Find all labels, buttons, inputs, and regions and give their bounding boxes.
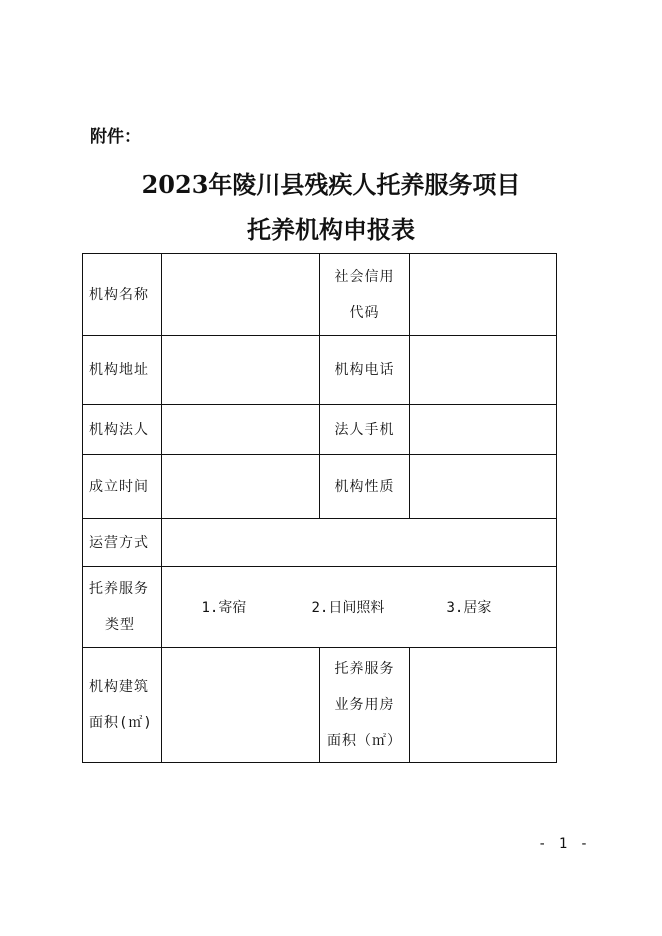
table-row (83, 519, 557, 567)
document-title-line2: 托养机构申报表 (247, 215, 415, 244)
org-phone-field[interactable] (410, 336, 557, 405)
attachment-label: 附件： (90, 127, 141, 147)
table-row (83, 254, 557, 336)
founded-time-field[interactable] (162, 455, 320, 519)
legal-person-label: 机构法人 (83, 405, 162, 455)
credit-code-field[interactable] (410, 254, 557, 336)
service-option-day-care[interactable]: 2.日间照料 (311, 600, 385, 616)
page-number: - 1 - (538, 836, 591, 852)
service-option-home[interactable]: 3.居家 (446, 600, 492, 616)
service-area-label-line3: 面积（㎡） (327, 733, 402, 749)
service-option-boarding[interactable]: 1.寄宿 (201, 600, 247, 616)
building-area-label-line2: 面积(㎡) (89, 715, 153, 731)
service-type-label-line2: 类型 (105, 617, 135, 633)
service-type-options (162, 567, 557, 648)
org-address-label: 机构地址 (83, 336, 162, 405)
service-type-label (83, 567, 162, 648)
document-title-line1: 2023年陵川县残疾人托养服务项目 (141, 170, 521, 199)
operation-mode-label: 运营方式 (83, 519, 162, 567)
founded-time-label: 成立时间 (83, 455, 162, 519)
building-area-field[interactable] (162, 648, 320, 763)
org-nature-label: 机构性质 (320, 455, 410, 519)
service-area-label-line1: 托养服务 (334, 661, 395, 677)
table-row (83, 455, 557, 519)
table-row (83, 567, 557, 648)
org-phone-label: 机构电话 (320, 336, 410, 405)
org-name-label: 机构名称 (83, 254, 162, 336)
service-type-label-line1: 托养服务 (89, 581, 149, 597)
legal-mobile-label: 法人手机 (320, 405, 410, 455)
service-area-label (320, 648, 410, 763)
application-form-table (82, 253, 557, 763)
service-area-label-line2: 业务用房 (334, 697, 395, 713)
org-nature-field[interactable] (410, 455, 557, 519)
building-area-label-line1: 机构建筑 (89, 679, 149, 695)
credit-code-label-line2: 代码 (349, 304, 380, 321)
table-row (83, 648, 557, 763)
credit-code-label (320, 254, 410, 336)
org-name-field[interactable] (162, 254, 320, 336)
org-address-field[interactable] (162, 336, 320, 405)
credit-code-label-line1: 社会信用 (334, 268, 395, 285)
building-area-label (83, 648, 162, 763)
legal-mobile-field[interactable] (410, 405, 557, 455)
operation-mode-field[interactable] (162, 519, 557, 567)
table-row (83, 336, 557, 405)
service-area-field[interactable] (410, 648, 557, 763)
table-row (83, 405, 557, 455)
legal-person-field[interactable] (162, 405, 320, 455)
